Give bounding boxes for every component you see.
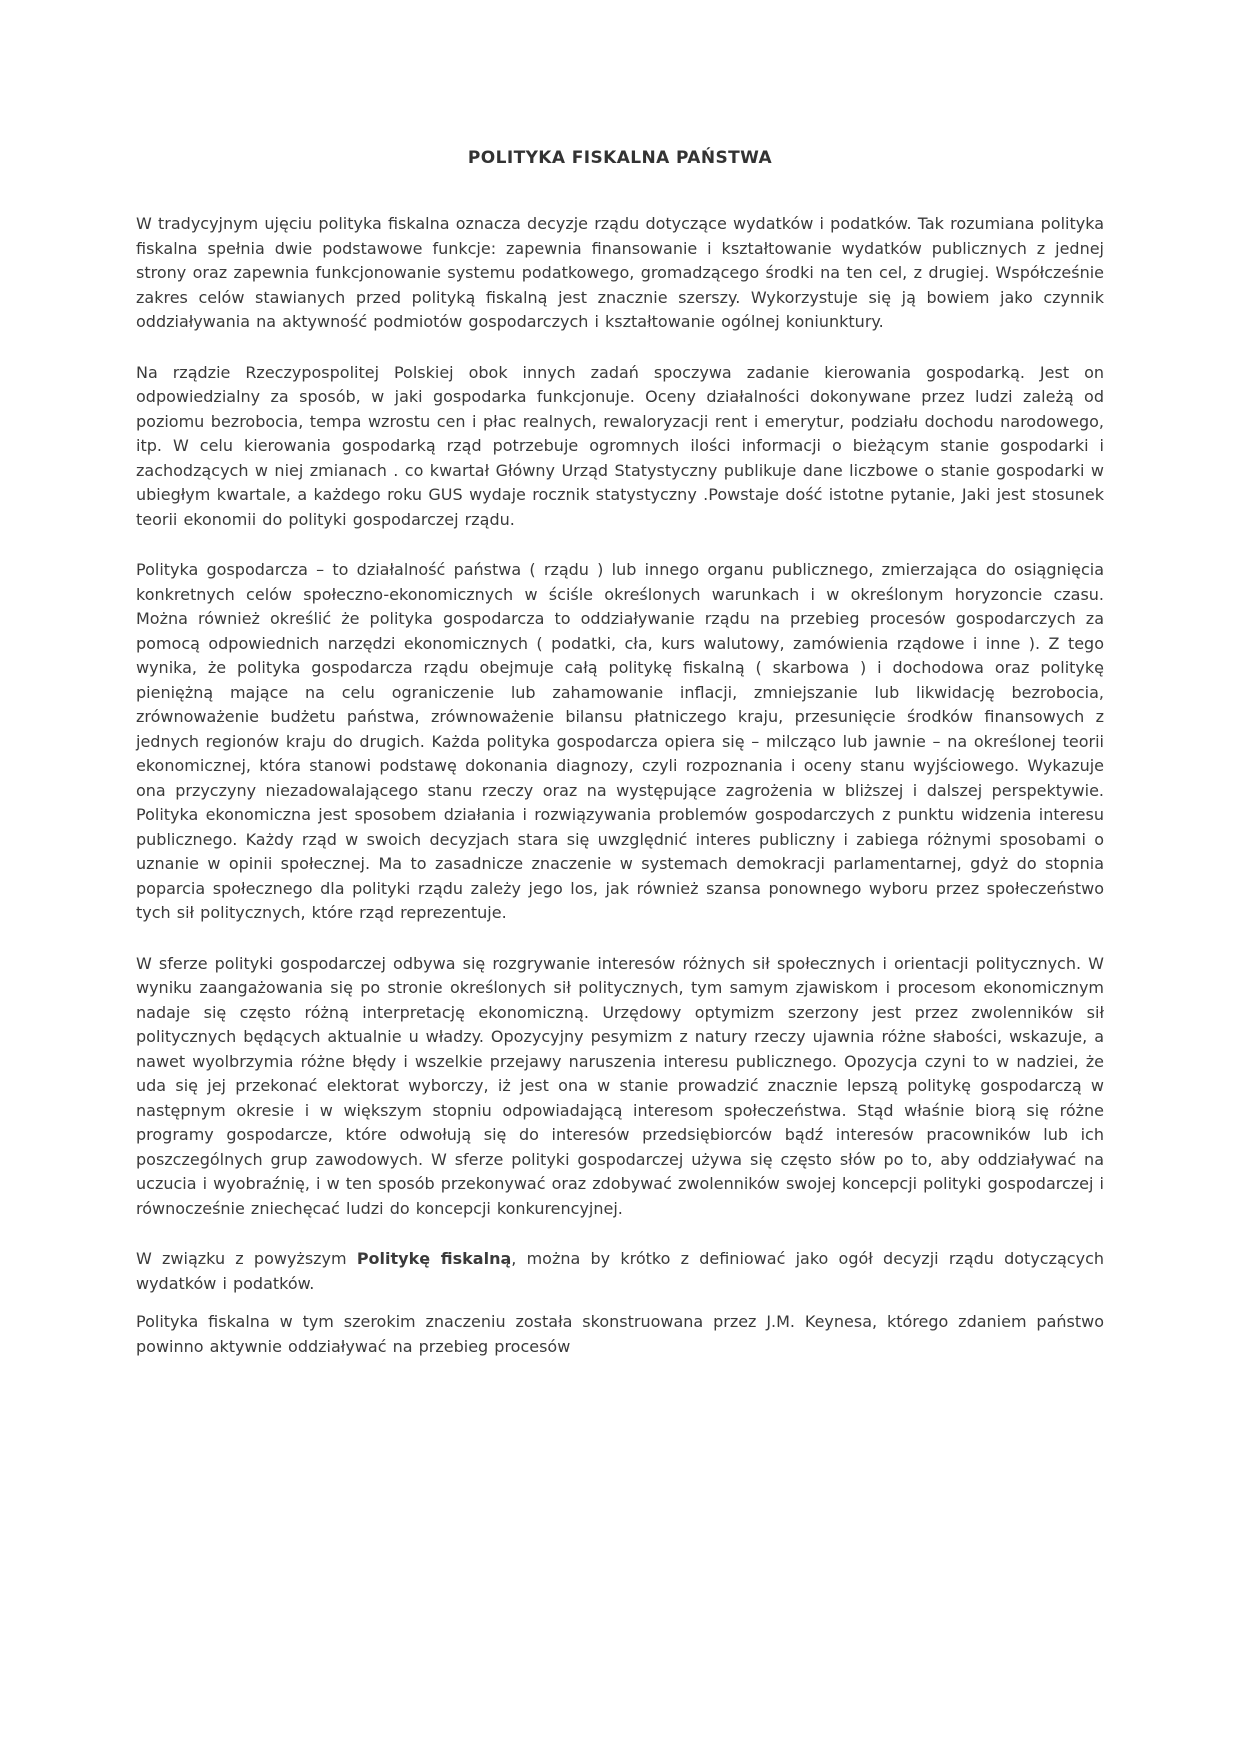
paragraph-political-interests: W sferze polityki gospodarczej odbywa się rozgrywanie interesów różnych sił społecznych i orientacji politycznych. W wyniku zaangażowania się po stronie określonych sił politycznych, tym samym zjawiskom i procesom ekonomicznym nadaje się często różną interpretację ekonomiczną. Urzędowy optymizm szerzony jest przez zwolenników sił politycznych będących aktualnie u władzy. Opozycyjny pesymizm z natury rzeczy ujawnia różne słabości, wskazuje, a nawet wyolbrzymia różne błędy i wszelkie przejawy naruszenia interesu publicznego. Opozycja czyni to w nadziei, że uda się jej przekonać elektorat wyborczy, iż jest ona w stanie prowadzić znacznie lepszą politykę gospodarczą w następnym okresie i w większym stopniu odpowiadającą interesom społeczeństwa. Stąd właśnie biorą się różne programy gospodarcze, które odwołują się do interesów przedsiębiorców bądź interesów pracowników lub ich poszczególnych grup zawodowych. W sferze polityki gospodarczej używa się często słów po to, aby oddziaływać na uczucia i wyobraźnię, i w ten sposób przekonywać oraz zdobywać zwolenników swojej koncepcji polityki gospodarczej i równocześnie zniechęcać ludzi do koncepcji konkurencyjnej. bbox=[136, 953, 1104, 1218]
fiscal-definition-after: , można by krótko z definiować jako ogół decyzji rządu dotyczących wydatków i podatków. bbox=[136, 1249, 1105, 1293]
paragraph-keynes: Polityka fiskalna w tym szerokim znaczeniu została skonstruowana przez J.M. Keynesa, którego zdaniem państwo powinno aktywnie oddziaływać na przebieg procesów bbox=[136, 1312, 1104, 1356]
paragraph-government: Na rządzie Rzeczypospolitej Polskiej obok innych zadań spoczywa zadanie kierowania gospodarką. Jest on odpowiedzialny za sposób, w jaki gospodarka funkcjonuje. Oceny działalności dokonywane przez ludzi zależą od poziomu bezrobocia, tempa wzrostu cen i płac realnych, rewaloryzacji rent i emerytur, podziału dochodu narodowego, itp. W celu kierowania gospodarką rząd potrzebuje ogromnych ilości informacji o bieżącym stanie gospodarki i zachodzących w niej zmianach . co kwartał Główny Urząd Statystyczny publikuje dane liczbowe o stanie gospodarki w ubiegłym kwartale, a każdego roku GUS wydaje rocznik statystyczny .Powstaje dość istotne pytanie, Jaki jest stosunek teorii ekonomii do polityki gospodarczej rządu. bbox=[136, 362, 1104, 529]
paragraph-economic-policy: Polityka gospodarcza – to działalność państwa ( rządu ) lub innego organu publicznego, zmierzająca do osiągnięcia konkretnych celów społeczno-ekonomicznych w ściśle określonych warunkach i w określonym horyzoncie czasu. Można również określić że polityka gospodarcza to oddziaływanie rządu na przebieg procesów gospodarczych za pomocą odpowiednich narzędzi ekonomicznych ( podatki, cła, kurs walutowy, zamówienia rządowe i inne ). Z tego wynika, że polityka gospodarcza rządu obejmuje całą politykę fiskalną ( skarbowa ) i dochodowa oraz politykę pieniężną mające na celu ograniczenie lub zahamowanie inflacji, zmniejszanie lub likwidację bezrobocia, zrównoważenie budżetu państwa, zrównoważenie bilansu płatniczego kraju, przesunięcie środków finansowych z jednych regionów kraju do drugich. Każda polityka gospodarcza opiera się – milcząco lub jawnie – na określonej teorii ekonomicznej, która stanowi podstawę dokonania diagnozy, czyli rozpoznania i oceny stanu wyjściowego. Wykazuje ona przyczyny niezadowalającego stanu rzeczy oraz na występujące zagrożenia w bliższej i dalszej perspektywie. Polityka ekonomiczna jest sposobem działania i rozwiązywania problemów gospodarczych z punktu widzenia interesu publicznego. Każdy rząd w swoich decyzjach stara się uwzględnić interes publiczny i zabiega różnymi sposobami o uznanie w opinii społecznej. Ma to zasadnicze znaczenie w systemach demokracji parlamentarnej, gdyż do stopnia poparcia społecznego dla polityki rządu zależy jego los, jak również szansa ponownego wyboru przez społeczeństwo tych sił politycznych, które rząd reprezentuje. bbox=[136, 560, 1104, 922]
paragraph-intro: W tradycyjnym ujęciu polityka fiskalna oznacza decyzje rządu dotyczące wydatków i podatków. Tak rozumiana polityka fiskalna spełnia dwie podstawowe funkcje: zapewnia finansowanie i kształtowanie wydatków publicznych z jednej strony oraz zapewnia funkcjonowanie systemu podatkowego, gromadzącego środki na ten cel, z drugiej. Współcześnie zakres celów stawianych przed polityką fiskalną jest znacznie szerszy. Wykorzystuje się ją bowiem jako czynnik oddziaływania na aktywność podmiotów gospodarczych i kształtowanie ogólnej koniunktury. bbox=[136, 214, 1104, 331]
fiscal-policy-term: Politykę fiskalną bbox=[356, 1249, 512, 1268]
document-title: POLITYKA FISKALNA PAŃSTWA bbox=[467, 148, 773, 168]
fiscal-definition-before: W związku z powyższym bbox=[136, 1249, 357, 1268]
paragraph-fiscal-definition bbox=[136, 1247, 1104, 1296]
